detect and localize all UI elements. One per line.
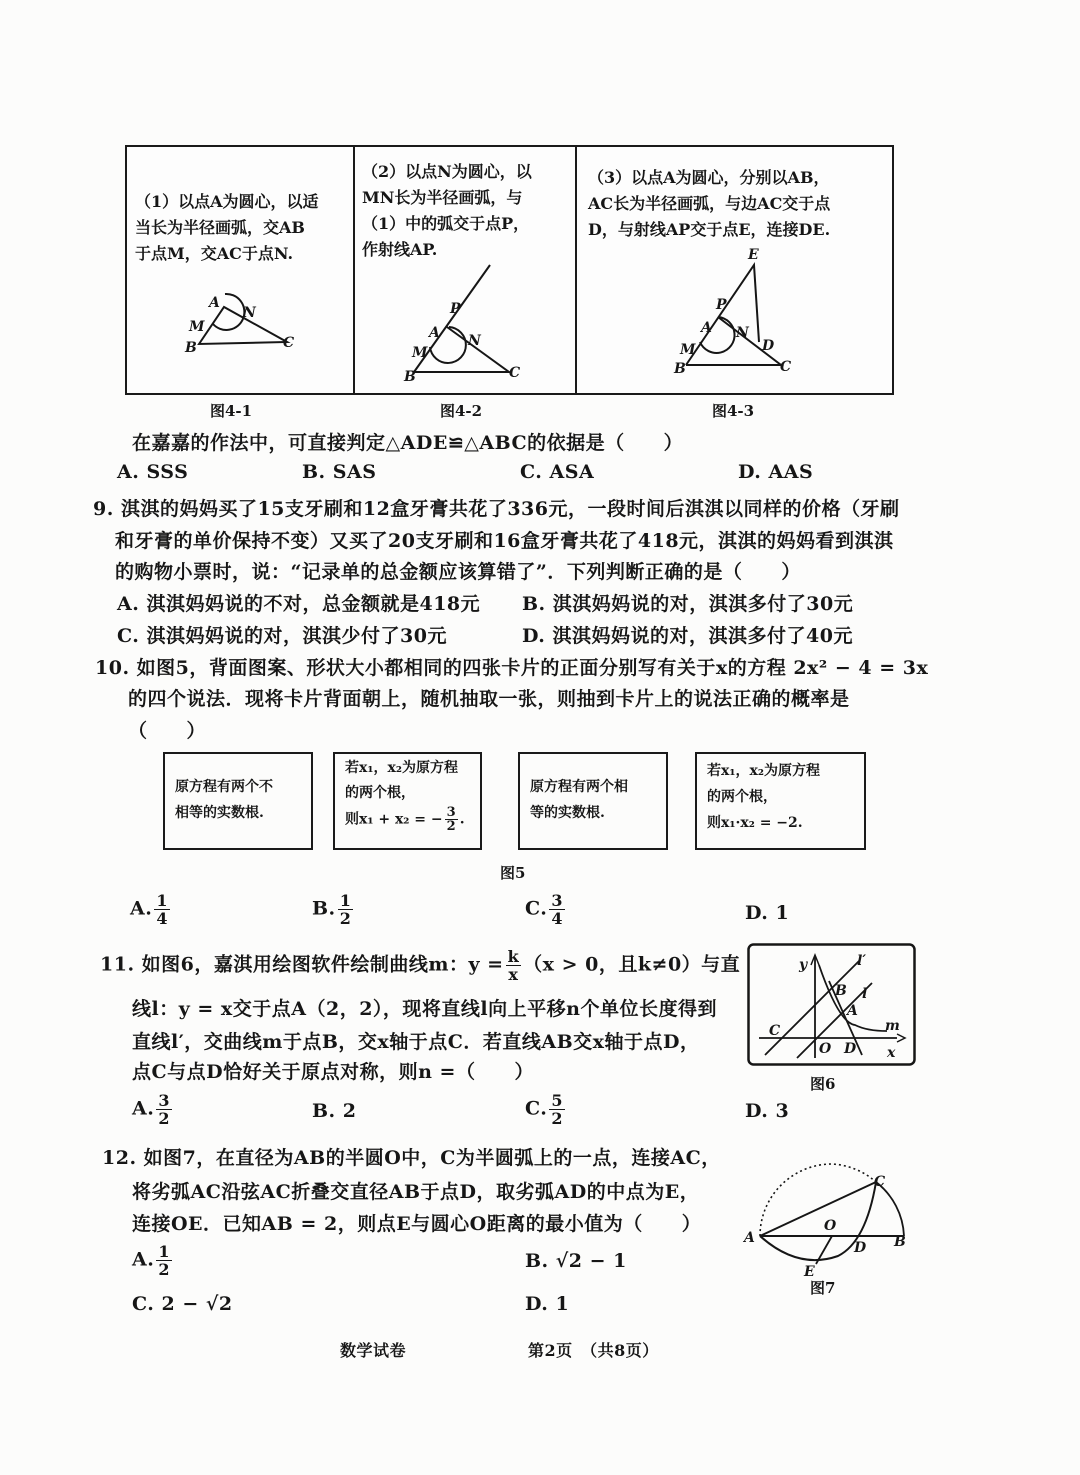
figure-4-box xyxy=(125,145,894,395)
q9-option-a[interactable]: A. 淇淇妈妈说的不对，总金额就是418元 xyxy=(117,593,481,615)
q11-option-a[interactable]: A. $\frac{3}{2}$ xyxy=(132,1091,170,1128)
card-2: 若x₁，x₂为原方程 的两个根， 则x₁ + x₂ = − $\frac{3}{2}$ . xyxy=(333,752,482,850)
diagram-point-label: m xyxy=(885,1018,900,1034)
step-2-text: （2）以点N为圆心，以 MN长为半径画弧，与 （1）中的弧交于点P， 作射线AP. xyxy=(362,162,532,259)
diagram-point-label: A xyxy=(847,1003,858,1019)
card-4: 若x₁，x₂为原方程 的两个根， 则x₁·x₂ = −2. xyxy=(695,752,866,850)
step-1-text: （1）以点A为圆心，以适 当长为半径画弧，交AB 于点M，交AC于点N. xyxy=(135,192,319,263)
q11-stem-line: 直线l′，交曲线m于点B，交x轴于点C．若直线AB交x轴于点D， xyxy=(132,1031,700,1053)
figure-4-2-diagram xyxy=(354,147,575,393)
q10-option-d[interactable]: D. 1 xyxy=(745,902,790,924)
footer-page-number: 第2页 （共8页） xyxy=(528,1341,659,1360)
figure-6-diagram xyxy=(747,943,917,1068)
figure-7-diagram xyxy=(738,1160,918,1280)
diagram-point-label: O xyxy=(819,1041,832,1057)
diagram-point-label: D xyxy=(854,1240,867,1256)
q10-option-c[interactable]: C. $\frac{3}{4}$ xyxy=(525,891,564,928)
diagram-point-label: D xyxy=(844,1041,857,1057)
q12-option-a[interactable]: A. $\frac{1}{2}$ xyxy=(132,1242,170,1279)
diagram-point-label: C xyxy=(769,1023,781,1039)
figure-4-1-diagram xyxy=(127,147,353,393)
q12-option-c[interactable]: C. 2 − √2 xyxy=(132,1293,233,1315)
q11-stem-line: 11. 如图6，嘉淇用绘图软件绘制曲线m：y = $\frac{k}{x}$ （x > 0，且k≠0）与直 xyxy=(100,947,741,984)
figure-caption: 图4-3 xyxy=(712,402,755,420)
diagram-point-label: l′ xyxy=(857,953,867,969)
diagram-point-label: B xyxy=(835,983,847,999)
q8-stem: 在嘉嘉的作法中，可直接判定△ADE≌△ABC的依据是（ ） xyxy=(132,432,684,454)
panel-step-3 xyxy=(576,147,892,393)
q10-stem-line: 的四个说法．现将卡片背面朝上，随机抽取一张，则抽到卡片上的说法正确的概率是 xyxy=(128,688,850,710)
q11-option-d[interactable]: D. 3 xyxy=(745,1100,790,1122)
figure-caption: 图4-1 xyxy=(210,402,253,420)
q12-stem-line: 12. 如图7，在直径为AB的半圆O中，C为半圆弧上的一点，连接AC， xyxy=(102,1147,721,1169)
step-3-text: （3）以点A为圆心，分别以AB， AC长为半径画弧，与边AC交于点 D，与射线AP交于点E，连接DE. xyxy=(588,168,831,239)
diagram-point-label: x xyxy=(887,1045,896,1061)
diagram-point-label: M xyxy=(189,319,205,335)
diagram-point-label: N xyxy=(736,325,749,341)
figure-caption: 图7 xyxy=(810,1279,836,1297)
q11-option-b[interactable]: B. 2 xyxy=(312,1100,357,1122)
q11-stem-line: 线l：y = x交于点A（2，2），现将直线l向上平移n个单位长度得到 xyxy=(132,998,717,1020)
q10-option-b[interactable]: B. $\frac{1}{2}$ xyxy=(312,891,352,928)
q9-stem-line: 的购物小票时，说：“记录单的总金额应该算错了”．下列判断正确的是（ ） xyxy=(115,561,801,583)
q8-option-d[interactable]: D. AAS xyxy=(738,461,814,483)
diagram-point-label: M xyxy=(412,345,428,361)
diagram-point-label: C xyxy=(874,1174,886,1190)
q10-stem-line: （ ） xyxy=(128,720,207,742)
figure-4-3-diagram xyxy=(576,147,892,393)
figure-caption: 图4-2 xyxy=(440,402,483,420)
diagram-point-label: A xyxy=(209,295,220,311)
diagram-point-label: B xyxy=(404,369,416,385)
q11-option-c[interactable]: C. $\frac{5}{2}$ xyxy=(525,1091,564,1128)
footer-subject: 数学试卷 xyxy=(340,1341,407,1360)
q10-stem-line: 10. 如图5，背面图案、形状大小都相同的四张卡片的正面分别写有关于x的方程 2x² − 4 = 3x xyxy=(95,657,929,679)
diagram-point-label: E xyxy=(748,247,759,263)
figure-caption: 图5 xyxy=(500,864,526,882)
q9-option-d[interactable]: D. 淇淇妈妈说的对，淇淇多付了40元 xyxy=(522,625,853,647)
diagram-point-label: C xyxy=(283,335,295,351)
q9-stem-line: 和牙膏的单价保持不变）又买了20支牙刷和16盒牙膏共花了418元，淇淇的妈妈看到淇淇 xyxy=(115,530,894,552)
card-1: 原方程有两个不 相等的实数根. xyxy=(163,752,313,850)
panel-step-1 xyxy=(127,147,355,393)
diagram-point-label: C xyxy=(780,359,792,375)
q9-option-c[interactable]: C. 淇淇妈妈说的对，淇淇少付了30元 xyxy=(117,625,447,647)
diagram-point-label: C xyxy=(509,365,521,381)
diagram-point-label: P xyxy=(716,297,727,313)
q8-option-b[interactable]: B. SAS xyxy=(302,461,377,483)
diagram-point-label: N xyxy=(243,305,256,321)
diagram-point-label: A xyxy=(744,1230,755,1246)
diagram-point-label: E xyxy=(804,1264,815,1280)
q10-option-a[interactable]: A. $\frac{1}{4}$ xyxy=(130,891,168,928)
diagram-point-label: O xyxy=(824,1218,837,1234)
q12-stem-line: 将劣弧AC沿弦AC折叠交直径AB于点D，取劣弧AD的中点为E， xyxy=(132,1181,700,1203)
q11-stem-line: 点C与点D恰好关于原点对称，则n =（ ） xyxy=(132,1061,534,1083)
diagram-point-label: P xyxy=(450,301,461,317)
diagram-point-label: A xyxy=(701,320,712,336)
diagram-point-label: l xyxy=(862,986,868,1002)
diagram-point-label: M xyxy=(680,342,696,358)
diagram-point-label: B xyxy=(185,340,197,356)
diagram-point-label: y xyxy=(799,957,808,973)
diagram-point-label: D xyxy=(762,338,775,354)
figure-caption: 图6 xyxy=(810,1075,836,1093)
q8-option-c[interactable]: C. ASA xyxy=(520,461,595,483)
diagram-point-label: B xyxy=(894,1234,906,1250)
q9-option-b[interactable]: B. 淇淇妈妈说的对，淇淇多付了30元 xyxy=(522,593,854,615)
q12-stem-line: 连接OE．已知AB = 2，则点E与圆心O距离的最小值为（ ） xyxy=(132,1213,702,1235)
panel-step-2 xyxy=(354,147,577,393)
q12-option-d[interactable]: D. 1 xyxy=(525,1293,570,1315)
q12-option-b[interactable]: B. √2 − 1 xyxy=(525,1250,627,1272)
q9-stem-line: 9. 淇淇的妈妈买了15支牙刷和12盒牙膏共花了336元，一段时间后淇淇以同样的价格（牙刷 xyxy=(93,498,900,520)
card-3: 原方程有两个相 等的实数根. xyxy=(518,752,668,850)
diagram-point-label: B xyxy=(674,361,686,377)
diagram-point-label: N xyxy=(468,333,481,349)
q8-option-a[interactable]: A. SSS xyxy=(117,461,189,483)
diagram-point-label: A xyxy=(429,325,440,341)
